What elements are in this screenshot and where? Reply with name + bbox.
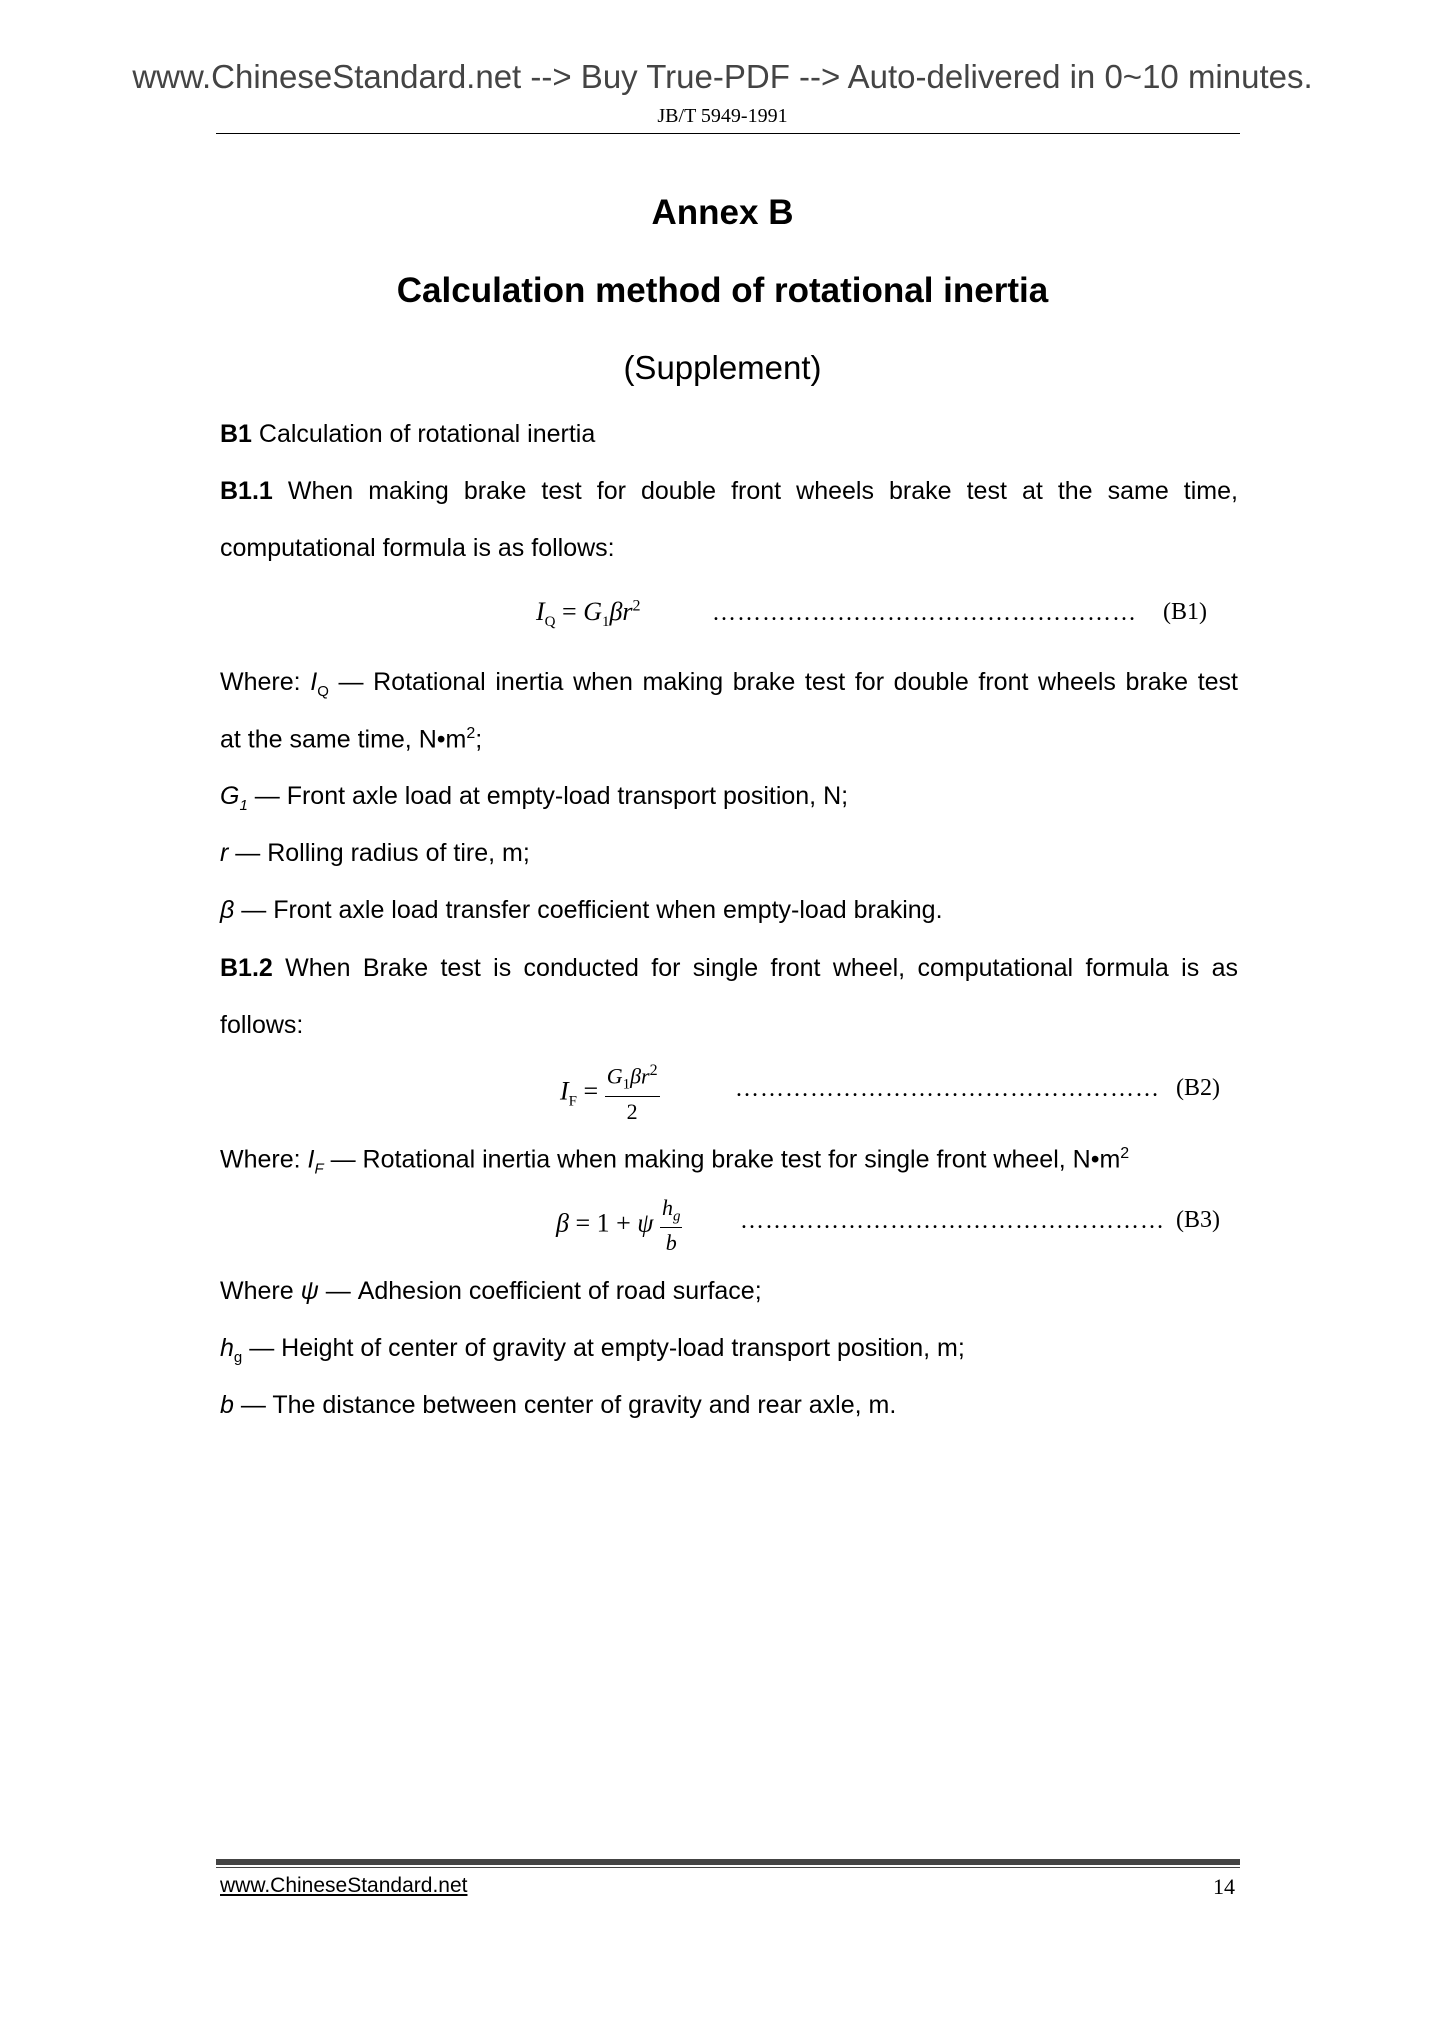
clause-b11-line2: computational formula is as follows:: [220, 534, 615, 562]
eq-numerator: [605, 1062, 660, 1097]
def-g1: [220, 782, 848, 814]
def-subscript: g: [233, 1349, 243, 1366]
eq-number: 1: [596, 1208, 610, 1238]
eq-subscript: g: [672, 1208, 681, 1225]
def-text: — Front axle load at empty-load transport position, N;: [247, 782, 849, 810]
def-text: — Rolling radius of tire, m;: [228, 839, 530, 867]
clause-number: B1.1: [220, 477, 273, 505]
def-text: — Front axle load transfer coefficient when empty-load braking.: [234, 896, 943, 924]
def-symbol: ψ: [300, 1277, 319, 1305]
clause-text: When making brake test for double front wheels brake test at the same time,: [287, 477, 1238, 505]
annex-supplement: (Supplement): [623, 349, 822, 386]
def-text: — Rotational inertia when making brake test for double front wheels brake test: [328, 668, 1238, 696]
def-beta: [220, 896, 943, 925]
equation-b2: [560, 1062, 660, 1125]
eq-symbol: βr: [630, 1063, 650, 1089]
def-symbol: G: [220, 782, 240, 810]
equation-leader-dots: ……………………………………………: [712, 600, 1137, 626]
def-r: [220, 839, 530, 868]
footer-rule-thin: [216, 1867, 1240, 1868]
eq-fraction: [605, 1062, 660, 1125]
def-b: [220, 1391, 896, 1420]
def-text-end: ;: [475, 725, 483, 754]
section-text: Calculation of rotational inertia: [258, 420, 596, 448]
equation-b3: [556, 1195, 682, 1256]
def-subscript: Q: [317, 683, 329, 700]
eq-subscript: 1: [622, 1076, 631, 1093]
section-b1: [220, 420, 595, 449]
def-subscript: F: [314, 1160, 324, 1178]
where-prefix: Where:: [220, 668, 311, 696]
where-prefix: Where:: [220, 1145, 308, 1174]
section-number: B1: [220, 420, 252, 448]
standard-number: JB/T 5949-1991: [657, 105, 788, 127]
def-text: — Adhesion coefficient of road surface;: [318, 1277, 762, 1305]
def-hg: [220, 1334, 965, 1366]
def-text: — The distance between center of gravity and rear axle, m.: [233, 1391, 897, 1419]
clause-text: When Brake test is conducted for single front wheel, computational formula is as: [285, 954, 1238, 982]
def-symbol: r: [220, 839, 229, 867]
annex-title: Calculation method of rotational inertia: [396, 271, 1049, 310]
eq-fraction: [660, 1195, 683, 1256]
def-superscript: 2: [466, 725, 476, 742]
eq-symbol: G: [583, 597, 602, 626]
annex-heading: Annex B: [651, 193, 794, 232]
eq-symbol: I: [560, 1076, 569, 1106]
eq-denominator: b: [665, 1230, 677, 1256]
equation-label: (B3): [1176, 1207, 1220, 1233]
def-symbol: β: [220, 896, 235, 924]
eq-subscript: 1: [601, 614, 610, 631]
eq-subscript: F: [568, 1093, 578, 1110]
eq-numerator: [660, 1195, 683, 1228]
where-iq-line2: [220, 725, 482, 754]
clause-number: B1.2: [220, 954, 273, 982]
eq-subscript: Q: [544, 614, 556, 631]
header-rule: [216, 133, 1240, 134]
where-if: [220, 1145, 1129, 1177]
clause-b12-line1: [220, 954, 1238, 983]
def-text: — Height of center of gravity at empty-load transport position, m;: [242, 1334, 965, 1362]
equation-label: (B1): [1163, 599, 1207, 625]
def-subscript: 1: [239, 797, 248, 814]
eq-superscript: 2: [649, 1062, 658, 1079]
equation-b1: [536, 597, 641, 631]
clause-b12-line2: follows:: [220, 1011, 304, 1039]
eq-plus: +: [616, 1208, 631, 1238]
eq-symbol: βr: [609, 597, 633, 626]
eq-equals: =: [575, 1208, 591, 1238]
eq-symbol: β: [556, 1208, 569, 1238]
equation-leader-dots: ……………………………………………: [740, 1208, 1165, 1234]
def-symbol: I: [307, 1145, 315, 1174]
eq-denominator: 2: [626, 1098, 638, 1124]
eq-symbol: h: [661, 1195, 673, 1220]
def-superscript: 2: [1120, 1145, 1130, 1162]
equation-label: (B2): [1176, 1075, 1220, 1101]
eq-symbol: ψ: [637, 1208, 654, 1238]
def-symbol: b: [220, 1391, 234, 1419]
equation-leader-dots: ……………………………………………: [735, 1076, 1160, 1102]
eq-equals: =: [583, 1076, 599, 1106]
site-banner: www.ChineseStandard.net --> Buy True-PDF --> Auto-delivered in 0~10 minutes.: [132, 58, 1313, 95]
eq-symbol: G: [606, 1063, 623, 1089]
page-number: 14: [1213, 1874, 1235, 1899]
where-prefix: Where: [220, 1277, 301, 1305]
def-symbol: h: [220, 1334, 234, 1362]
eq-symbol: I: [536, 597, 545, 626]
footer-rule-thick: [216, 1859, 1240, 1865]
def-psi: [220, 1277, 762, 1306]
footer-site-link[interactable]: www.ChineseStandard.net: [220, 1874, 468, 1897]
where-iq-line1: [220, 668, 1238, 700]
eq-equals: =: [562, 597, 577, 626]
def-text: — Rotational inertia when making brake test for single front wheel, N•m: [323, 1145, 1121, 1174]
def-symbol: I: [310, 668, 318, 696]
clause-b11-line1: [220, 477, 1238, 506]
eq-superscript: 2: [632, 597, 641, 615]
def-text: at the same time, N•m: [220, 725, 467, 754]
